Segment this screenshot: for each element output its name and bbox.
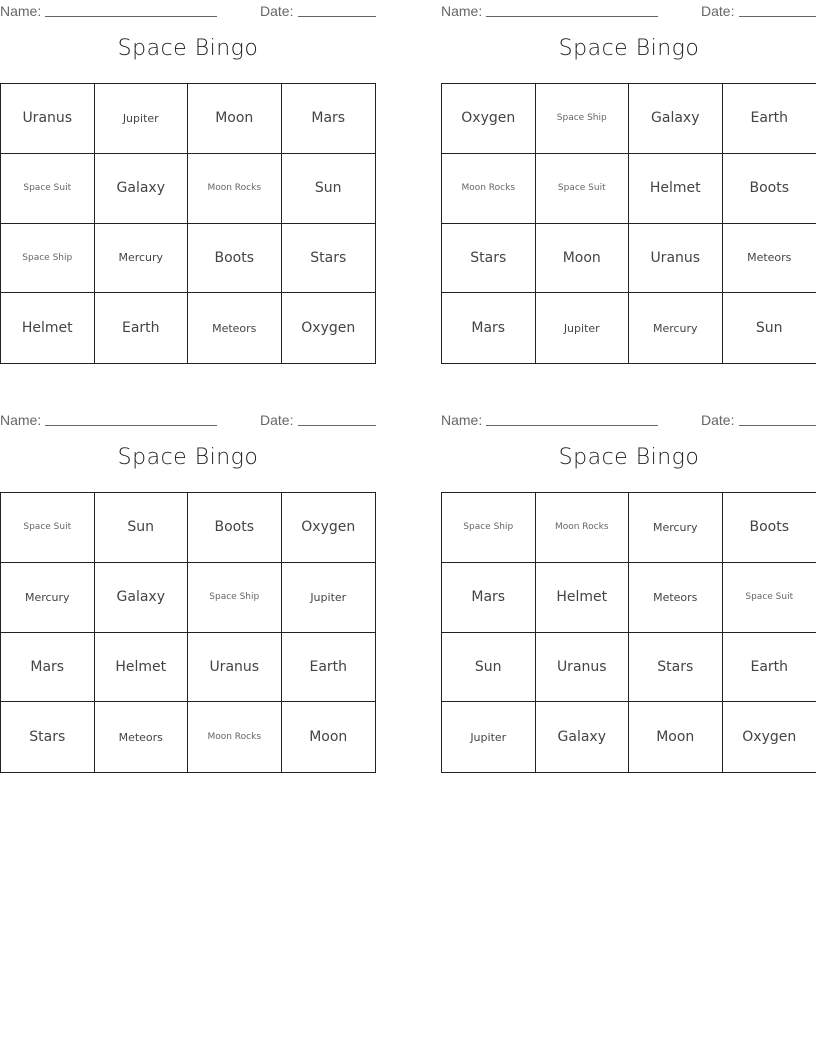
date-field-line[interactable] xyxy=(739,425,816,426)
bingo-cell[interactable]: Galaxy xyxy=(95,563,189,633)
bingo-cell[interactable]: Meteors xyxy=(95,702,189,772)
bingo-cell[interactable]: Jupiter xyxy=(282,563,376,633)
bingo-cell[interactable]: Space Ship xyxy=(1,224,95,294)
bingo-cell[interactable]: Moon xyxy=(188,84,282,154)
bingo-cell[interactable]: Helmet xyxy=(1,293,95,363)
name-label: Name: xyxy=(0,412,42,428)
bingo-cell[interactable]: Space Suit xyxy=(1,493,95,563)
bingo-cell[interactable]: Space Ship xyxy=(536,84,630,154)
bingo-cell[interactable]: Helmet xyxy=(629,154,723,224)
bingo-cell[interactable]: Boots xyxy=(723,154,816,224)
date-field-line[interactable] xyxy=(298,425,376,426)
name-field-line[interactable] xyxy=(486,16,658,17)
bingo-cell[interactable]: Mercury xyxy=(629,493,723,563)
bingo-cell[interactable]: Space Suit xyxy=(1,154,95,224)
bingo-cell[interactable]: Earth xyxy=(95,293,189,363)
date-label: Date: xyxy=(260,3,294,19)
bingo-cell[interactable]: Helmet xyxy=(536,563,630,633)
bingo-cell[interactable]: Uranus xyxy=(629,224,723,294)
bingo-cell[interactable]: Space Ship xyxy=(442,493,536,563)
bingo-cell[interactable]: Meteors xyxy=(723,224,816,294)
bingo-cell[interactable]: Mercury xyxy=(629,293,723,363)
bingo-card-3 xyxy=(0,409,376,789)
bingo-cell[interactable]: Galaxy xyxy=(536,702,630,772)
bingo-cell[interactable]: Meteors xyxy=(629,563,723,633)
name-date-row xyxy=(441,409,816,431)
card-title: Space Bingo xyxy=(558,445,700,470)
date-field-line[interactable] xyxy=(739,16,816,17)
bingo-cell[interactable]: Stars xyxy=(629,633,723,703)
bingo-cell[interactable]: Sun xyxy=(282,154,376,224)
bingo-cell[interactable]: Sun xyxy=(442,633,536,703)
bingo-card-2 xyxy=(441,0,816,380)
name-label: Name: xyxy=(441,3,483,19)
date-label: Date: xyxy=(701,412,735,428)
bingo-cell[interactable]: Mars xyxy=(442,563,536,633)
bingo-cell[interactable]: Boots xyxy=(188,493,282,563)
bingo-cell[interactable]: Space Ship xyxy=(188,563,282,633)
bingo-cell[interactable]: Earth xyxy=(723,633,816,703)
card-title: Space Bingo xyxy=(117,445,259,470)
bingo-cell[interactable]: Earth xyxy=(282,633,376,703)
bingo-cell[interactable]: Moon Rocks xyxy=(536,493,630,563)
bingo-cell[interactable]: Jupiter xyxy=(442,702,536,772)
name-date-row xyxy=(441,0,816,22)
bingo-cell[interactable]: Moon Rocks xyxy=(442,154,536,224)
bingo-cell[interactable]: Moon xyxy=(309,729,348,746)
bingo-cell[interactable]: Space Suit xyxy=(723,563,816,633)
bingo-cell[interactable]: Moon Rocks xyxy=(188,154,282,224)
bingo-cell[interactable]: Galaxy xyxy=(629,84,723,154)
bingo-cell[interactable]: Uranus xyxy=(1,84,95,154)
bingo-cell[interactable]: Mars xyxy=(442,293,536,363)
bingo-card-1 xyxy=(0,0,376,380)
name-field-line[interactable] xyxy=(486,425,658,426)
bingo-cell[interactable]: Meteors xyxy=(188,293,282,363)
bingo-card-4 xyxy=(441,409,816,789)
name-date-row xyxy=(0,409,376,431)
bingo-cell[interactable]: Stars xyxy=(442,224,536,294)
bingo-cell[interactable]: Sun xyxy=(755,320,783,337)
bingo-cell[interactable]: Space Suit xyxy=(536,154,630,224)
card-title: Space Bingo xyxy=(558,36,700,61)
bingo-cell[interactable]: Mars xyxy=(1,633,95,703)
bingo-cell[interactable]: Jupiter xyxy=(95,84,189,154)
bingo-grid xyxy=(0,83,376,364)
bingo-cell[interactable]: Uranus xyxy=(188,633,282,703)
date-label: Date: xyxy=(260,412,294,428)
bingo-cell[interactable]: Oxygen xyxy=(442,84,536,154)
name-field-line[interactable] xyxy=(45,16,217,17)
name-label: Name: xyxy=(441,412,483,428)
bingo-cell[interactable]: Moon xyxy=(536,224,630,294)
bingo-cell[interactable]: Oxygen xyxy=(282,493,376,563)
bingo-cell[interactable]: Mercury xyxy=(1,563,95,633)
bingo-cell[interactable]: Mercury xyxy=(95,224,189,294)
date-label: Date: xyxy=(701,3,735,19)
name-label: Name: xyxy=(0,3,42,19)
bingo-cell[interactable]: Stars xyxy=(1,702,95,772)
bingo-cell[interactable]: Uranus xyxy=(536,633,630,703)
bingo-cell[interactable]: Mars xyxy=(282,84,376,154)
name-field-line[interactable] xyxy=(45,425,217,426)
card-title: Space Bingo xyxy=(117,36,259,61)
bingo-grid xyxy=(441,83,816,364)
bingo-cell[interactable]: Boots xyxy=(723,493,816,563)
bingo-cell[interactable]: Helmet xyxy=(95,633,189,703)
bingo-cell[interactable]: Earth xyxy=(723,84,816,154)
bingo-grid xyxy=(0,492,376,773)
bingo-cell[interactable]: Stars xyxy=(282,224,376,294)
bingo-cell[interactable]: Galaxy xyxy=(95,154,189,224)
bingo-cell[interactable]: Sun xyxy=(95,493,189,563)
bingo-grid xyxy=(441,492,816,773)
bingo-cell[interactable]: Oxygen xyxy=(742,729,797,746)
name-date-row xyxy=(0,0,376,22)
bingo-cell[interactable]: Jupiter xyxy=(536,293,630,363)
bingo-cell[interactable]: Moon xyxy=(629,702,723,772)
bingo-cell[interactable]: Oxygen xyxy=(301,320,356,337)
bingo-cell[interactable]: Moon Rocks xyxy=(188,702,282,772)
date-field-line[interactable] xyxy=(298,16,376,17)
bingo-cell[interactable]: Boots xyxy=(188,224,282,294)
